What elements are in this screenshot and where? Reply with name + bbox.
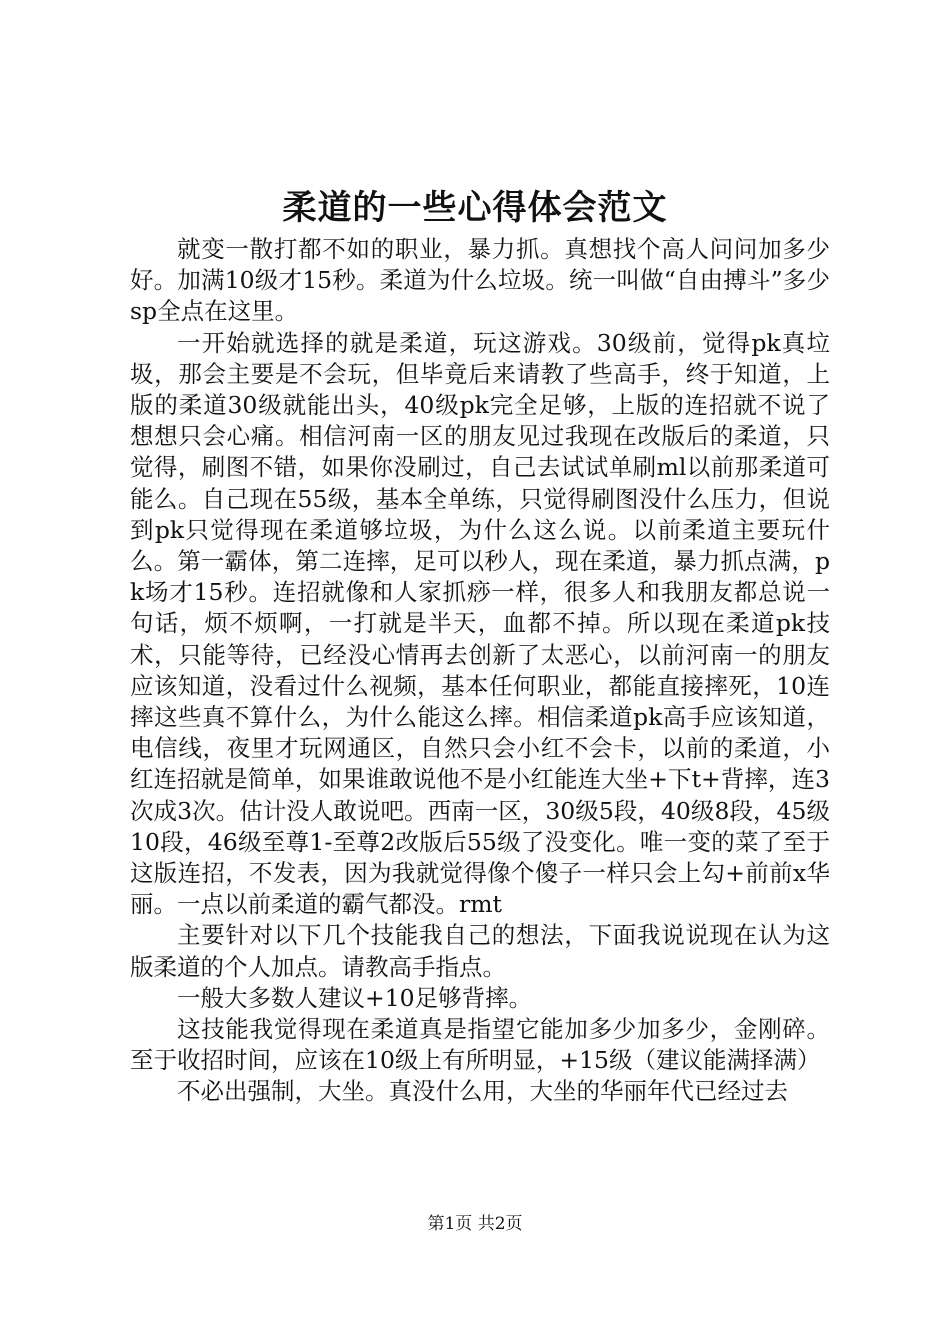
paragraph: 一般大多数人建议+10足够背摔。: [177, 983, 533, 1012]
paragraph: 不必出强制，大坐。真没什么用，大坐的华丽年代已经过去: [177, 1077, 788, 1106]
document-title: 柔道的一些心得体会范文: [282, 188, 668, 228]
page-footer: [0, 1212, 950, 1236]
paragraph: 一开始就选择的就是柔道，玩这游戏。30级前，觉得pk真垃圾，那会主要是不会玩，但毕竟后来请教了些高手，终于知道，上版的柔道30级就能出头，40级pk完全足够，上版的连招就不说了想想只会心痛。相信河南一区的朋友见过我现在改版后的柔道，只觉得，刷图不错，如果你没刷过，自己去试试单刷ml以前那柔道可能么。自己现在55级，基本全单练，只觉得刷图没什么压力，但说到pk只觉得现在柔道够垃圾，为什么这么说。以前柔道主要玩什么。第一霸体，第二连摔，足可以秒人，现在柔道，暴力抓点满，pk场才15秒。连招就像和人家抓痧一样，很多人和我朋友都总说一句话，烦不烦啊，一打就是半天，血都不掉。所以现在柔道pk技术，只能等待，已经没心情再去创新了太恶心，以前河南一的朋友应该知道，没看过什么视频，基本任何职业，都能直接摔死，10连摔这些真不算什么，为什么能这么摔。相信柔道pk高手应该知道，电信线，夜里才玩网通区，自然只会小红不会卡，以前的柔道，小红连招就是简单，如果谁敢说他不是小红能连大坐+下t+背摔，连3次成3次。估计没人敢说吧。西南一区，30级5段，40级8段，45级10段，46级至尊1-至尊2改版后55级了没变化。唯一变的菜了至于这版连招，不发表，因为我就觉得像个傻子一样只会上勾+前前x华丽。一点以前柔道的霸气都没。rmt: [130, 328, 830, 919]
paragraph: 就变一散打都不如的职业，暴力抓。真想找个高人问问加多少好。加满10级才15秒。柔道为什么垃圾。统一叫做“自由搏斗”多少sp全点在这里。: [130, 235, 830, 326]
paragraph: 主要针对以下几个技能我自己的想法，下面我说说现在认为这版柔道的个人加点。请教高手指点。: [130, 921, 830, 981]
page-number: 第1页 共2页: [427, 1214, 523, 1234]
paragraph: 这技能我觉得现在柔道真是指望它能加多少加多少，金刚碎。至于收招时间，应该在10级上有所明显，+15级（建议能满择满）: [130, 1015, 830, 1075]
document-body: [130, 234, 830, 1108]
